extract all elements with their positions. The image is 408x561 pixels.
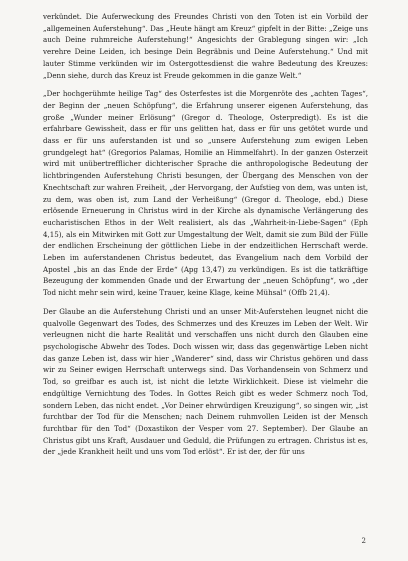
- page-number: 2: [361, 537, 366, 545]
- paragraph-2: „Der hochgerühmte heilige Tag“ des Osterfestes ist die Morgenröte des „achten Tages“, der Beginn der „neuen Schöpfung“, die Erfahrung unserer eigenen Auferstehung, das große „Wunder meiner Erlösung“ (Gregor d. Theologe, Osterpredigt). Es ist die erfahrbare Gewissheit, dass er für uns gelitten hat, dass er für uns getötet wurde und dass er für uns auferstanden ist und so „unsere Auferstehung zum ewigen Leben grundgelegt hat“ (Gregorios Palamas, Homilie an Himmelfahrt). In der ganzen Osterzeit wird mit unübertrefflicher dichterischer Sprache die anthropologische Bedeutung der lichtbringenden Auferstehung Christi besungen, der Übergang des Menschen von der Knechtschaft zur wahren Freiheit, „der Hervorgang, der Aufstieg von dem, was unten ist, zu dem, was oben ist, zum Land der Verheißung“ (Gregor d. Theologe, ebd.) Diese erlösende Erneuerung in Christus wird in der Kirche als dynamische Verlängerung des eucharistischen Ethos in der Welt realisiert, als das „Wahrheit-in-Liebe-Sagen“ (Eph 4,15), als ein Mitwirken mit Gott zur Umgestaltung der Welt, damit sie zum Bild der Fülle der endlichen Erscheinung der göttlichen Liebe in der endzeitlichen Herrschaft werde. Leben im auferstandenen Christus bedeutet, das Evangelium nach dem Vorbild der Apostel „bis an das Ende der Erde“ (Apg 13,47) zu verkündigen. Es ist die tatkräftige Bezeugung der kommenden Gnade und der Erwartung der „neuen Schöpfung“, wo „der Tod nicht mehr sein wird, keine Trauer, keine Klage, keine Mühsal“ (Offb 21,4).: [43, 89, 368, 298]
- paragraph-1: verkündet. Die Auferweckung des Freundes Christi von den Toten ist ein Vorbild der „allgemeinen Auferstehung“. Das „Heute hängt am Kreuz“ gipfelt in der Bitte: „Zeige uns auch Deine ruhmreiche Auferstehung!“ Angesichts der Grablegung singen wir: „Ich verehre Deine Leiden, ich besinge Dein Begräbnis und Deine Auferstehung.“ Und mit lauter Stimme verkünden wir im Ostergottesdienst die wahre Bedeutung des Kreuzes: „Denn siehe, durch das Kreuz ist Freude gekommen in die ganze Welt.“: [43, 12, 368, 80]
- paragraph-3: Der Glaube an die Auferstehung Christi und an unser Mit-Auferstehen leugnet nicht die qualvolle Gegenwart des Todes, des Schmerzes und des Kreuzes im Leben der Welt. Wir verleugnen nicht die harte Realität und verschaffen uns nicht durch den Glauben eine psychologische Abwehr des Todes. Doch wissen wir, dass das gegenwärtige Leben nicht das ganze Leben ist, dass wir hier „Wanderer“ sind, dass wir Christus gehören und dass wir zu Seiner ewigen Herrschaft unterwegs sind. Das Vorhandensein von Schmerz und Tod, so greifbar es auch ist, ist nicht die letzte Wirklichkeit. Diese ist vielmehr die endgültige Vernichtung des Todes. In Gottes Reich gibt es weder Schmerz noch Tod, sondern Leben, das nicht endet. „Vor Deiner ehrwürdigen Kreuzigung“, so singen wir, „ist furchtbar der Tod für die Menschen; nach Deinem ruhmvollen Leiden ist der Mensch furchtbar für den Tod“ (Doxastikon der Vesper vom 27. September). Der Glaube an Christus gibt uns Kraft, Ausdauer und Geduld, die Prüfungen zu ertragen. Christus ist es, der „jede Krankheit heilt und uns vom Tod erlöst“. Er ist der, der für uns: [43, 306, 368, 457]
